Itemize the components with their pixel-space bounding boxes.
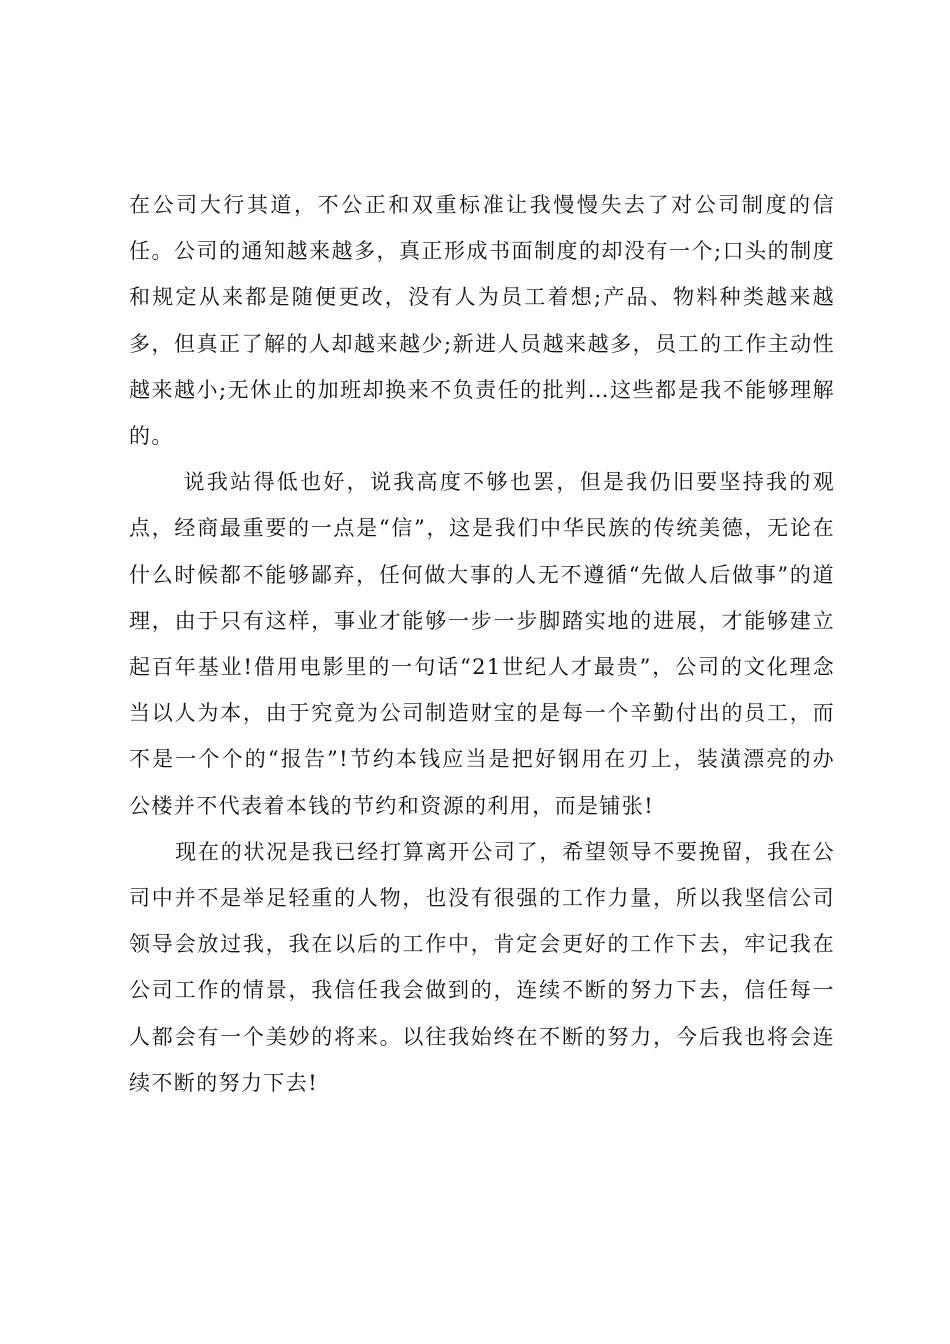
paragraph-1: 在公司大行其道，不公正和双重标准让我慢慢失去了对公司制度的信任。公司的通知越来越多，真正形成书面制度的却没有一个;口头的制度和规定从来都是随便更改，没有人为员工着想;产品、物料种类越来越多，但真正了解的人却越来越少;新进人员越来越多，员工的工作主动性越来越小;无休止的加班却换来不负责任的批判…这些都是我不能够理解的。 [129, 193, 835, 449]
paragraph-3: 现在的状况是我已经打算离开公司了，希望领导不要挽留，我在公司中并不是举足轻重的人物，也没有很强的工作力量，所以我坚信公司领导会放过我，我在以后的工作中，肯定会更好的工作下去，牢记我在公司工作的情景，我信任我会做到的，连续不断的努力下去，信任每一人都会有一个美妙的将来。以往我始终在不断的努力，今后我也将会连续不断的努力下去! [129, 839, 835, 1095]
paragraph-2: 说我站得低也好，说我高度不够也罢，但是我仍旧要坚持我的观点，经商最重要的一点是“信”，这是我们中华民族的传统美德，无论在什么时候都不能够鄙弃，任何做大事的人无不遵循“先做人后做事”的道理，由于只有这样，事业才能够一步一步脚踏实地的进展，才能够建立起百年基业!借用电影里的一句话“21世纪人才最贵”，公司的文化理念当以人为本，由于究竟为公司制造财宝的是每一个辛勤付出的员工，而不是一个个的“报告”!节约本钱应当是把好钢用在刃上，装潢漂亮的办公楼并不代表着本钱的节约和资源的利用，而是铺张! [129, 470, 835, 818]
document-body [129, 182, 835, 1106]
